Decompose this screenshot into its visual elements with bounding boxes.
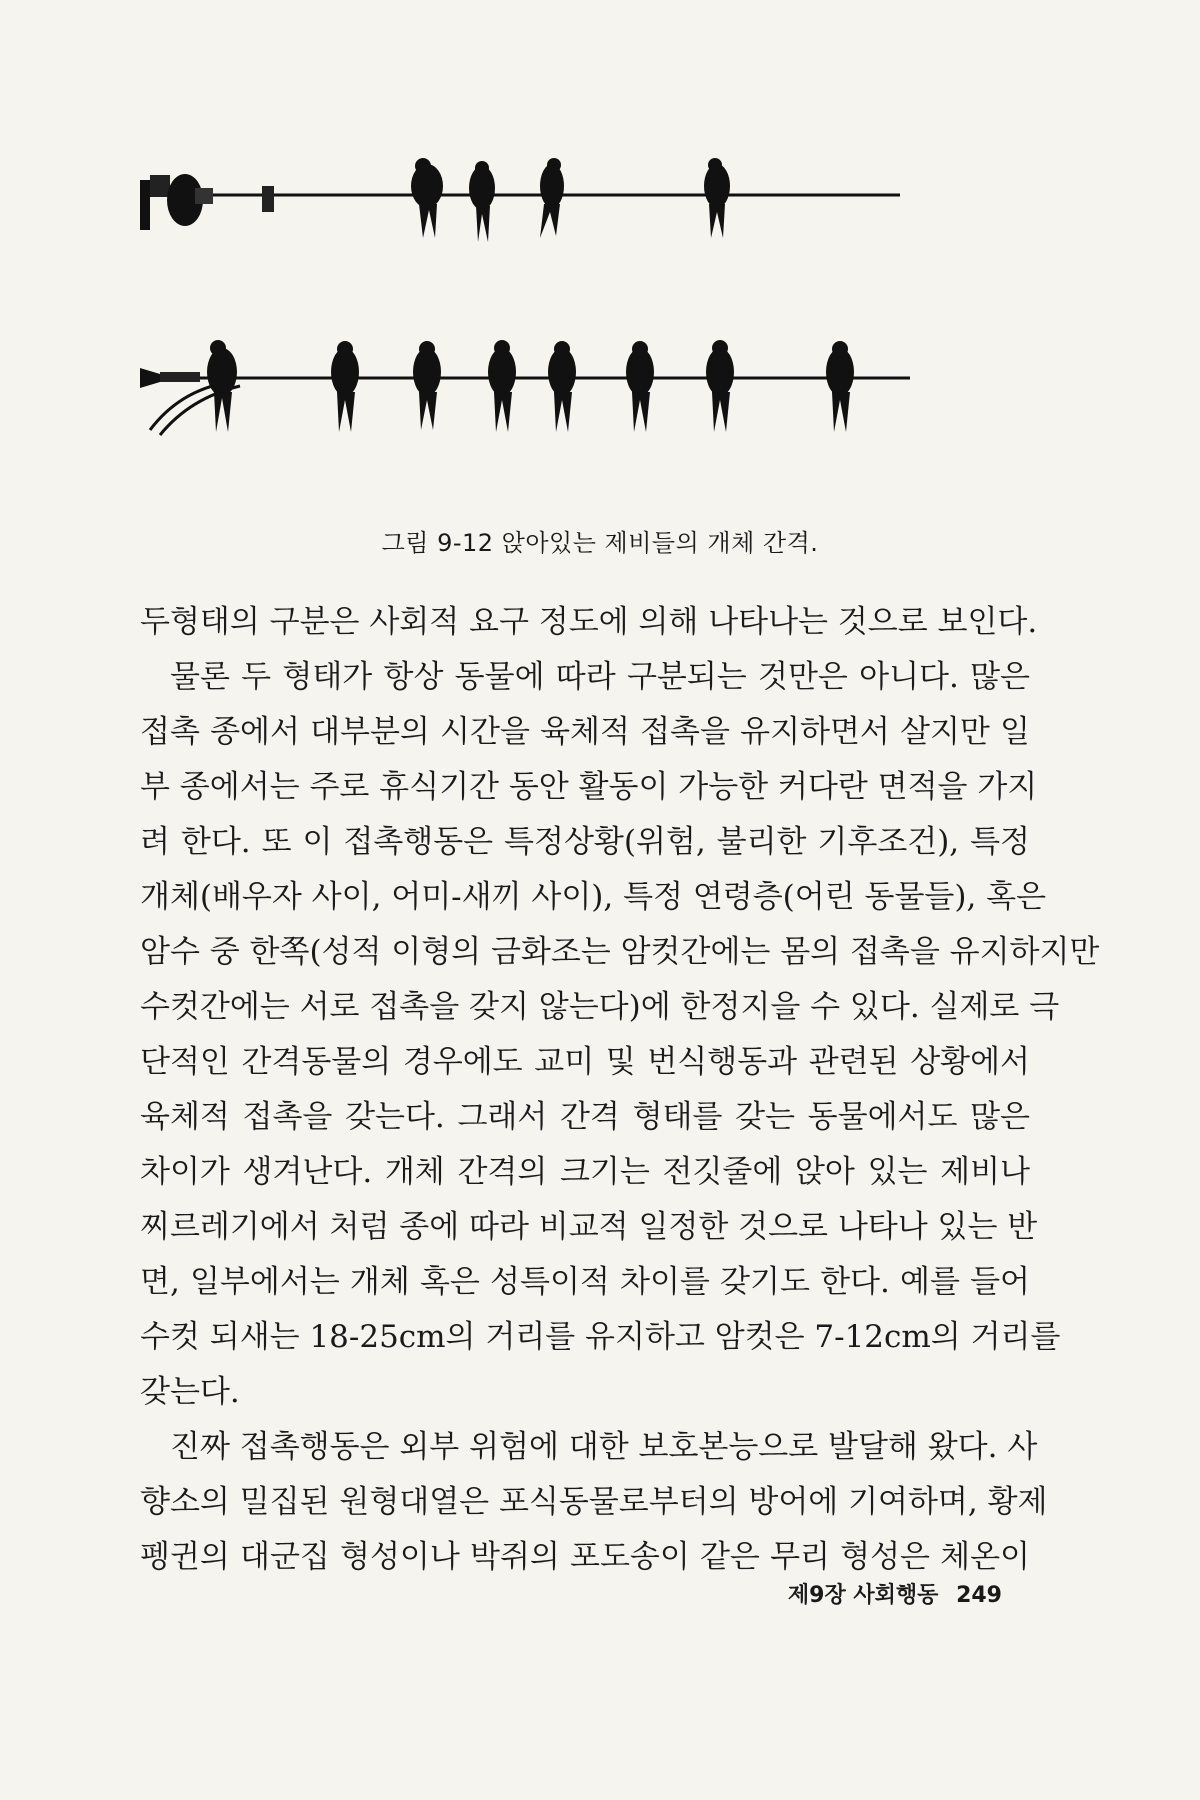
text-line: 개체(배우자 사이, 어미-새끼 사이), 특정 연령층(어린 동물들), 혹은 [140,879,1047,915]
bottom-wire-scene [140,340,910,435]
page-number: 249 [956,1583,1002,1608]
chapter-title: 제9장 사회행동 [787,1583,939,1608]
swallow-icon [413,341,441,430]
text-line: 려 한다. 또 이 접촉행동은 특정상황(위험, 불리한 기후조건), 특정 [140,824,1030,860]
text-line: 육체적 접촉을 갖는다. 그래서 간격 형태를 갖는 동물에서도 많은 [140,1099,1030,1135]
swallow-icon [207,340,237,432]
text-line: 단적인 간격동물의 경우에도 교미 및 번식행동과 관련된 상황에서 [140,1044,1030,1080]
top-wire-scene [140,158,900,242]
text-line: 부 종에서는 주로 휴식기간 동안 활동이 가능한 커다란 면적을 가지 [140,769,1038,805]
text-line: 찌르레기에서 처럼 종에 따라 비교적 일정한 것으로 나타나 있는 반 [140,1209,1038,1245]
swallow-icon [540,158,564,238]
swallow-icon [411,158,443,238]
text-line: 진짜 접촉행동은 외부 위험에 대한 보호본능으로 발달해 왔다. 사 [170,1429,1038,1465]
text-line: 차이가 생겨난다. 개체 간격의 크기는 전깃줄에 앉아 있는 제비나 [140,1154,1030,1190]
swallow-icon [704,158,730,238]
text-line: 두형태의 구분은 사회적 요구 정도에 의해 나타나는 것으로 보인다. [140,604,1038,640]
swallow-icon [706,340,734,432]
text-line: 갖는다. [140,1374,240,1410]
text-line: 물론 두 형태가 항상 동물에 따라 구분되는 것만은 아니다. 많은 [170,659,1030,695]
insulator-icon [140,174,274,230]
figure-caption: 그림 9-12 앉아있는 제비들의 개체 간격. [381,529,819,557]
running-footer [788,1578,1002,1609]
text-line: 면, 일부에서는 개체 혹은 성특이적 차이를 갖기도 한다. 예를 들어 [140,1264,1030,1300]
swallow-icon [331,341,359,432]
text-line: 접촉 종에서 대부분의 시간을 육체적 접촉을 유지하면서 살지만 일 [140,714,1030,750]
text-line: 수컷간에는 서로 접촉을 갖지 않는다)에 한정지을 수 있다. 실제로 극 [140,989,1060,1025]
swallows-figure [140,150,1060,510]
swallow-icon [469,161,495,242]
swallow-icon [626,341,654,432]
swallow-icon [548,341,576,432]
body-text [140,595,1100,1585]
swallow-icon [826,341,854,432]
text-line: 향소의 밀집된 원형대열은 포식동물로부터의 방어에 기여하며, 황제 [140,1484,1048,1520]
swallow-icon [488,340,516,432]
text-line: 암수 중 한쪽(성적 이형의 금화조는 암컷간에는 몸의 접촉을 유지하지만 [140,934,1100,970]
text-line: 펭귄의 대군집 형성이나 박쥐의 포도송이 같은 무리 형성은 체온이 [140,1539,1030,1575]
text-line: 수컷 되새는 18-25cm의 거리를 유지하고 암컷은 7-12cm의 거리를 [140,1319,1061,1355]
